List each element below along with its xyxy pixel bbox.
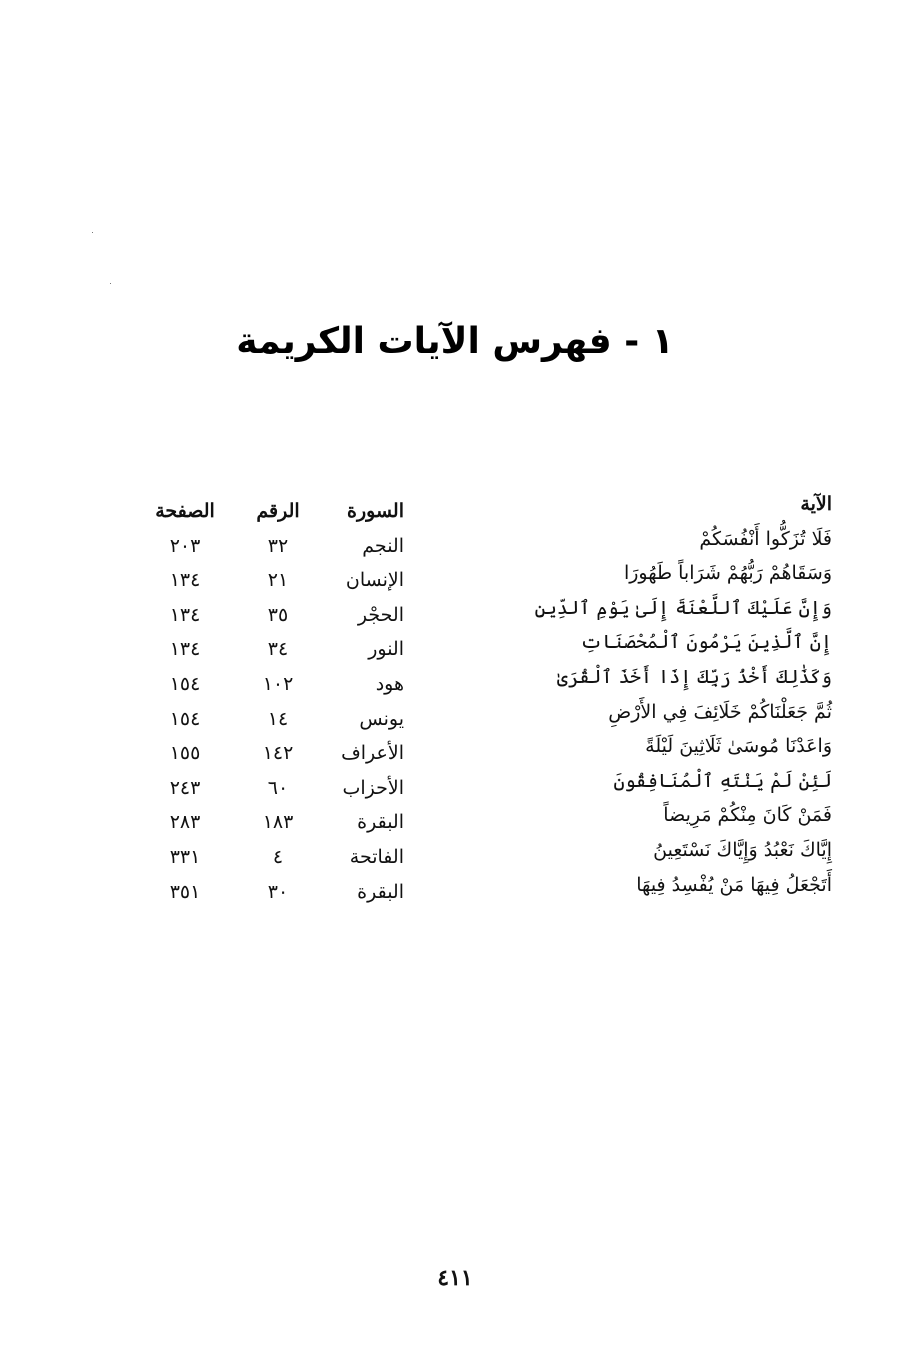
surah-name: الأعراف [341,742,404,765]
page-number-footer: ٤١١ [437,1265,473,1291]
verse-text: وَسَقَاهُمْ رَبُّهُمْ شَرَاباً طَهُورَا [623,562,832,585]
scan-speck [110,283,111,284]
surah-name: الإنسان [345,569,404,592]
column-header-surah: السورة [347,500,404,522]
page-reference: ١٣٤ [169,638,201,661]
surah-name: البقرة [357,811,404,834]
verse-number: ١٨٣ [262,811,294,834]
verse-number: ٤ [272,845,284,868]
column-header-verse: الآية [800,493,832,515]
verse-number: ١٤٢ [262,742,294,765]
verse-text: إِنَّ ٱلَّذِينَ يَرْمُونَ ٱلْمُحْصَنَاتِ [580,631,832,654]
verse-number: ١٤ [267,707,289,730]
verse-number-column [248,494,308,909]
verse-text: وَإِنَّ عَلَيْكَ ٱللَّعْنَةَ إِلَىٰ يَوْمِ ٱلدِّينِ [534,596,832,619]
scan-speck [92,232,93,233]
page-reference: ٢٨٣ [169,811,201,834]
surah-name: هود [375,672,404,695]
surah-name: الحجْر [357,603,404,626]
verse-number: ٣٥ [267,603,289,626]
page-reference: ٢٠٣ [169,534,201,557]
verse-text: ثُمَّ جَعَلْنَاكُمْ خَلَائِفَ فِي الأَرْضِ [608,700,832,723]
surah-name: الأحزاب [342,776,404,799]
page-reference: ١٣٤ [169,603,201,626]
column-header-page: الصفحة [155,500,215,522]
page-title: ١ - فهرس الآيات الكريمة [236,321,674,362]
verse-column [534,487,832,902]
verse-text: فَلَا تُزَكُّوا أَنْفُسَكُمْ [699,527,832,550]
verse-number: ٣٠ [267,880,289,903]
column-header-number: الرقم [256,500,300,522]
page-reference: ٣٣١ [169,845,201,868]
page-reference: ١٣٤ [169,569,201,592]
verse-text: إِيَّاكَ نَعْبُدُ وَإِيَّاكَ نَسْتَعِينُ [653,838,832,861]
surah-name: النور [368,638,404,661]
page-reference: ١٥٤ [169,707,201,730]
surah-name: البقرة [357,880,404,903]
verse-text: وَاعَدْنَا مُوسَىٰ ثَلَاثِينَ لَيْلَةً [645,735,832,758]
verse-text: فَمَنْ كَانَ مِنْكُمْ مَرِيضاً [663,804,832,827]
surah-name: النجم [362,534,404,557]
verse-text: أَتَجْعَلُ فِيهَا مَنْ يُفْسِدُ فِيهَا [636,873,832,896]
verse-text: لَئِنْ لَمْ يَنْتَهِ ٱلْمُنَافِقُونَ [613,769,832,792]
verse-number: ٦٠ [267,776,289,799]
page-reference: ١٥٤ [169,672,201,695]
verse-text: وَكَذَٰلِكَ أَخْذُ رَبِّكَ إِذَا أَخَذَ ٱلْقُرَىٰ [556,665,832,688]
verse-number: ٢١ [267,569,289,592]
verse-number: ٣٤ [267,638,289,661]
page-reference: ١٥٥ [169,742,201,765]
surah-column [294,494,404,909]
page-reference: ٢٤٣ [169,776,201,799]
surah-name: يونس [359,707,404,730]
page-number-column [140,494,230,909]
verse-number: ١٠٢ [262,672,294,695]
surah-name: الفاتحة [349,845,404,868]
verse-number: ٣٢ [267,534,289,557]
page-reference: ٣٥١ [169,880,201,903]
